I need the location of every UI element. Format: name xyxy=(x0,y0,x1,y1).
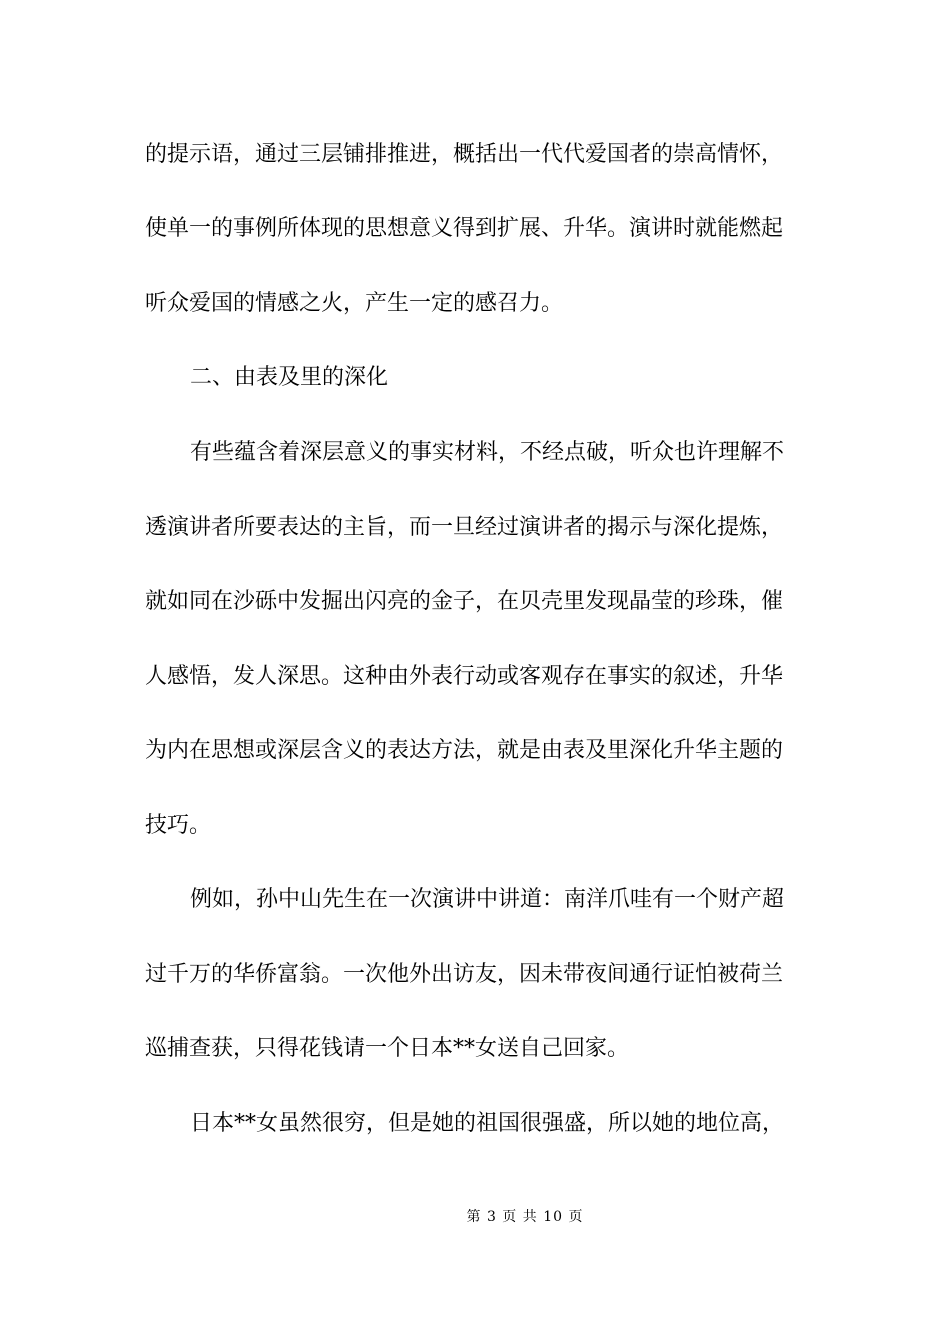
paragraph-line: 有些蕴含着深层意义的事实材料，不经点破，听众也许理解不 xyxy=(190,440,785,465)
paragraph-line: 透演讲者所要表达的主旨，而一旦经过演讲者的揭示与深化提炼， xyxy=(145,515,784,540)
paragraph-line: 过千万的华侨富翁。一次他外出访友，因未带夜间通行证怕被荷兰 xyxy=(145,962,784,987)
paragraph-line: 人感悟，发人深思。这种由外表行动或客观存在事实的叙述，升华 xyxy=(145,664,784,689)
paragraph-line: 的提示语，通过三层铺排推进，概括出一代代爱国者的崇高情怀， xyxy=(145,142,784,167)
paragraph-line: 日本**女虽然很穷，但是她的祖国很强盛，所以她的地位高， xyxy=(190,1111,785,1136)
paragraph-line: 使单一的事例所体现的思想意义得到扩展、升华。演讲时就能燃起 xyxy=(145,216,784,241)
paragraph-line: 为内在思想或深层含义的表达方法，就是由表及里深化升华主题的 xyxy=(145,738,784,763)
page-footer xyxy=(0,1207,950,1227)
paragraph-line: 巡捕查获，只得花钱请一个日本**女送自己回家。 xyxy=(145,1036,630,1061)
paragraph-line: 听众爱国的情感之火，产生一定的感召力。 xyxy=(145,291,564,316)
section-heading: 二、由表及里的深化 xyxy=(190,365,389,390)
paragraph-line: 例如，孙中山先生在一次演讲中讲道：南洋爪哇有一个财产超 xyxy=(190,887,785,912)
paragraph-line: 就如同在沙砾中发掘出闪亮的金子，在贝壳里发现晶莹的珍珠，催 xyxy=(145,589,784,614)
page-number: 第 3 页 共 10 页 xyxy=(466,1209,584,1225)
paragraph-line: 技巧。 xyxy=(145,813,212,838)
